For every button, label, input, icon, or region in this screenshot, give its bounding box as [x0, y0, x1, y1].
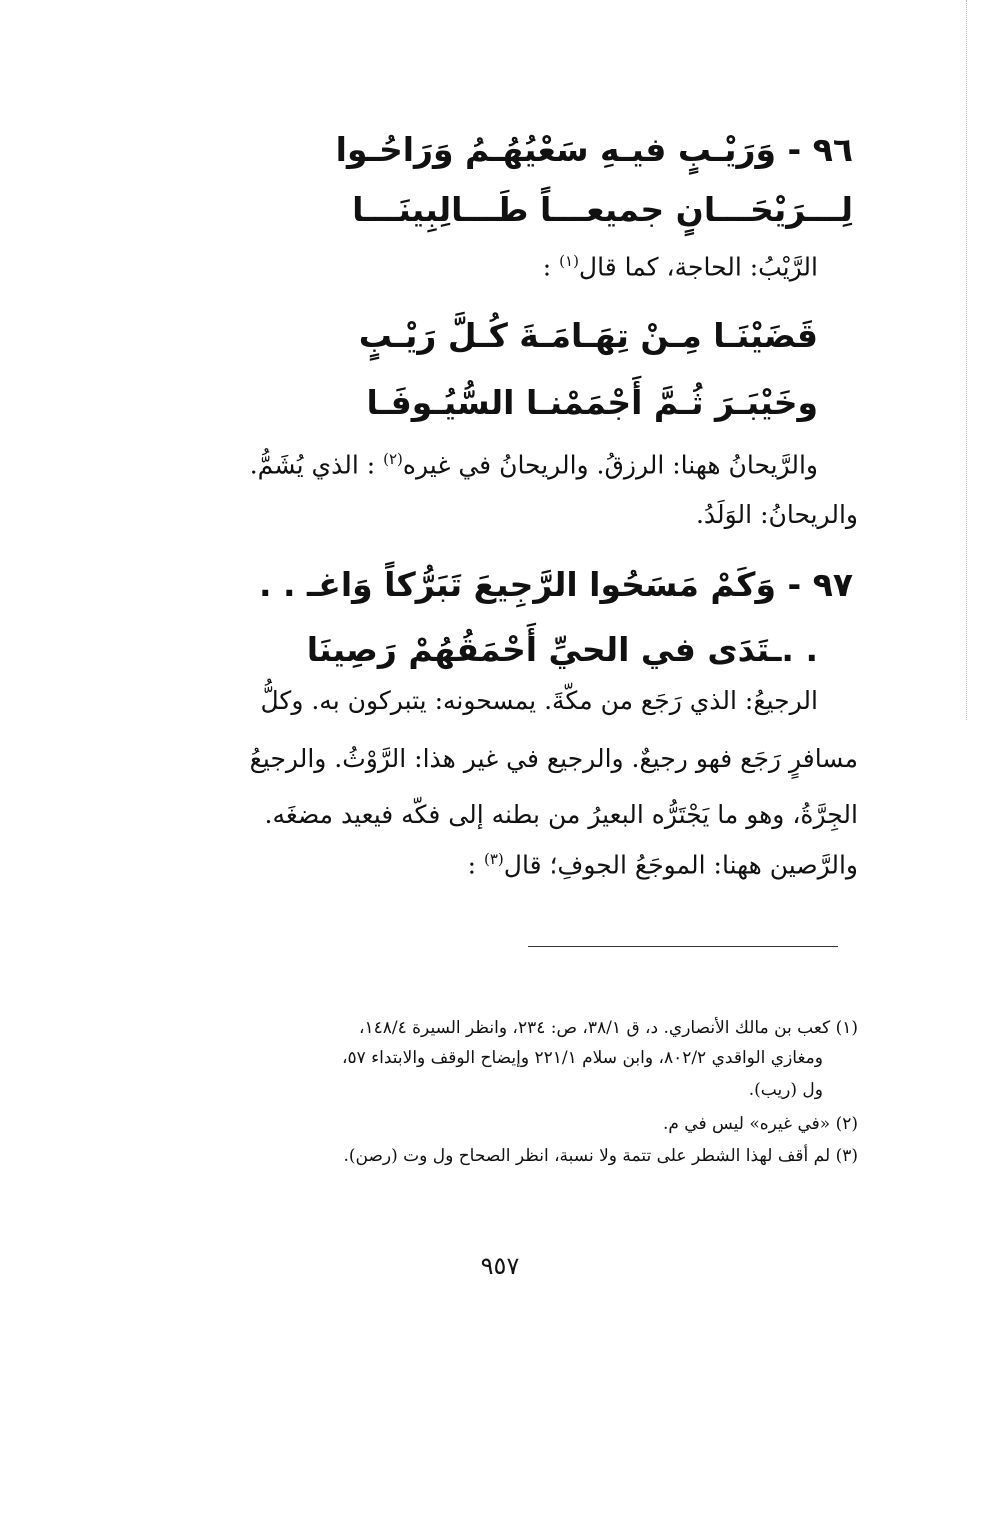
commentary-97-line-4 — [468, 850, 858, 879]
commentary-96-line-3 — [696, 500, 858, 529]
commentary-96-line-2 — [250, 450, 818, 479]
footnote-marker: (٣) — [835, 1146, 858, 1166]
commentary-text: والرَّصين ههنا: الموجَعُ الجوفِ؛ قال — [503, 850, 858, 880]
footnote-text: لم أقف لهذا الشطر على تتمة ولا نسبة، انظر الصحاح ول وت (رصن). — [343, 1146, 831, 1166]
footnote-1-line-1 — [359, 1018, 858, 1038]
page-number: ٩٥٧ — [480, 1252, 520, 1280]
verse-96-line-1 — [336, 130, 853, 169]
footnote-1-line-3 — [749, 1080, 823, 1100]
footnote-marker: (١) — [835, 1018, 858, 1038]
commentary-text: الرجيعُ: الذي رَجَع من مكّةَ. يمسحونه: يتبركون به. وكلُّ — [260, 686, 818, 715]
quote-text: قَضَيْنَـا مِـنْ تِهَـامَـةَ كُـلَّ رَيْـبٍ — [358, 316, 818, 355]
commentary-text: الجِرَّةُ، وهو ما يَجْتَرُّه البعيرُ من بطنه إلى فكّه فيعيد مضغَه. — [264, 800, 858, 829]
verse-97-line-2 — [307, 630, 818, 669]
footnote-ref-2: (٢) — [383, 450, 403, 468]
commentary-97-line-1 — [261, 686, 819, 715]
commentary-97-line-2 — [250, 744, 858, 773]
verse-96-line-2 — [352, 190, 853, 229]
footnote-text: ومغازي الواقدي ٨٠٢/٢، وابن سلام ٢٢١/١ وإيضاح الوقف والابتداء ٥٧، — [341, 1048, 823, 1068]
footnote-1-line-2 — [342, 1048, 823, 1068]
verse-separator: - — [787, 130, 802, 169]
commentary-text: : — [542, 252, 560, 282]
footnote-ref-1: (١) — [559, 252, 579, 270]
verse-number: ٩٧ — [812, 565, 853, 604]
verse-number: ٩٦ — [812, 130, 853, 169]
footnote-text: كعب بن مالك الأنصاري. د، ق ٣٨/١، ص: ٢٣٤، وانظر السيرة ١٤٨/٤، — [358, 1018, 831, 1038]
commentary-text: : — [467, 850, 484, 880]
verse-separator: - — [787, 565, 802, 604]
commentary-96-line-1 — [543, 252, 818, 281]
verse-text: لِـــرَيْحَـــانٍ جميعـــاً طَـــالِبِينَـــا — [352, 190, 853, 229]
footnote-separator — [528, 946, 838, 947]
commentary-text: والرَّيحانُ ههنا: الرزقُ. والريحانُ في غيره — [402, 450, 818, 480]
verse-text: وَرَيْـبٍ فيـهِ سَعْيُهُـمُ وَرَاحُـوا — [335, 130, 776, 169]
commentary-97-line-3 — [265, 800, 858, 829]
page-edge — [966, 0, 967, 720]
quote-text: وخَيْبَـرَ ثُـمَّ أَجْمَمْنـا السُّيُـوفَـا — [366, 383, 818, 422]
verse-text: وَكَمْ مَسَحُوا الرَّجِيعَ تَبَرُّكاً وَاغـ . . — [258, 565, 776, 604]
footnote-3 — [343, 1146, 858, 1166]
quote-line-2 — [366, 383, 818, 422]
commentary-text: : الذي يُشَمُّ. — [249, 450, 384, 480]
footnote-text: ول (ريب). — [748, 1080, 823, 1100]
footnote-2 — [663, 1114, 858, 1134]
commentary-text: الرَّيْبُ: الحاجة، كما قال — [578, 252, 818, 282]
commentary-text: مسافرٍ رَجَع فهو رجيعٌ. والرجيع في غير هذا: الرَّوْثُ. والرجيعُ — [249, 744, 858, 773]
footnote-marker: (٢) — [835, 1114, 858, 1134]
quote-line-1 — [359, 316, 818, 355]
commentary-text: والريحانُ: الوَلَدُ. — [695, 500, 858, 529]
footnote-ref-3: (٣) — [484, 850, 504, 868]
verse-text: . .ـتَدَى في الحيِّ أَحْمَقُهُمْ رَصِينَا — [306, 630, 818, 669]
footnote-text: «في غيره» ليس في م. — [662, 1114, 831, 1134]
verse-97-line-1 — [259, 565, 853, 604]
